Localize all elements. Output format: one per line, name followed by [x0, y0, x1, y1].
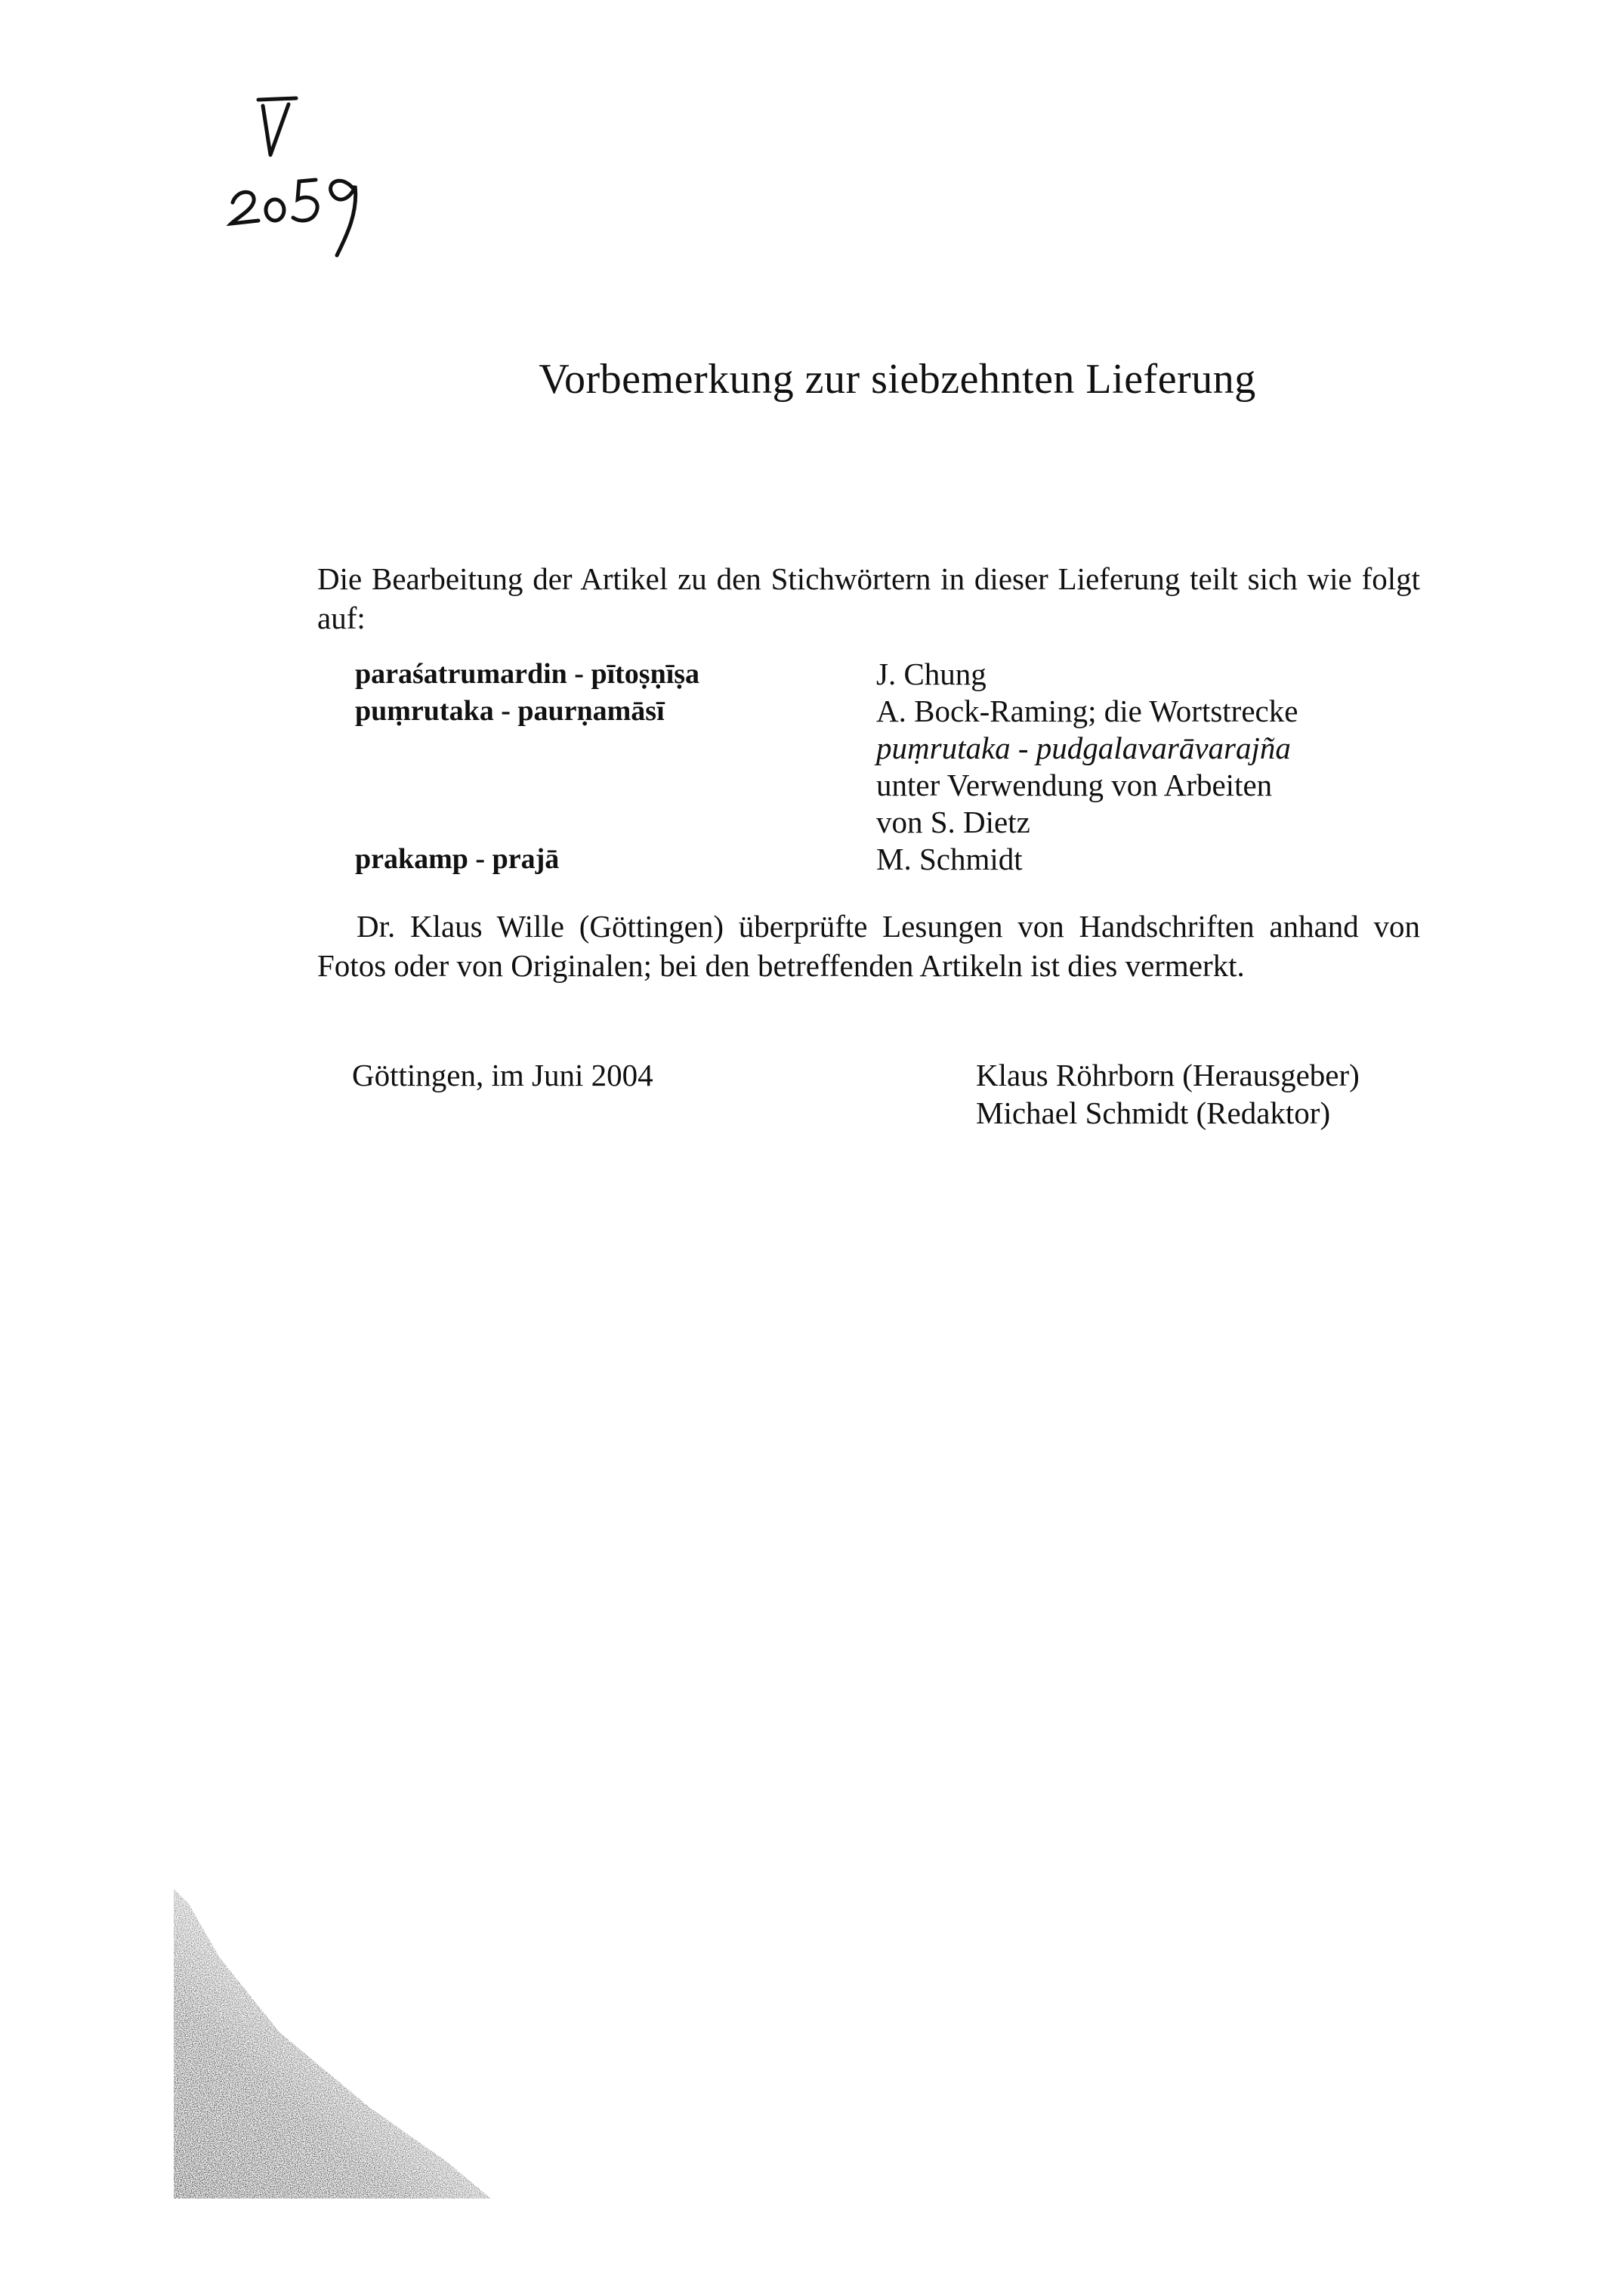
- editor-info: [876, 656, 1428, 693]
- editor-line: A. Bock-Raming; die Wortstrecke: [876, 694, 1298, 728]
- signer-redactor: Michael Schmidt (Redaktor): [976, 1095, 1331, 1130]
- scan-smudge: [174, 1843, 529, 2206]
- assignment-row: [355, 656, 1428, 693]
- assignment-row: [355, 841, 1428, 878]
- page-title: Vorbemerkung zur siebzehnten Lieferung: [539, 356, 1256, 403]
- editor-line: von S. Dietz: [876, 805, 1030, 839]
- lemma-range: puṃrutaka - paurṇamāsī: [355, 695, 665, 727]
- assignment-list: [355, 656, 1428, 878]
- editor-info: [876, 841, 1428, 878]
- editor-line: M. Schmidt: [876, 842, 1023, 876]
- editor-line-italic: puṃrutaka - pudgalavarāvarajña: [876, 731, 1291, 765]
- place-date: Göttingen, im Juni 2004: [352, 1058, 653, 1092]
- signers: [976, 1056, 1360, 1132]
- assignment-row: [355, 693, 1428, 841]
- intro-paragraph: Die Bearbeitung der Artikel zu den Stichwörtern in dieser Lieferung teilt sich wie folgt auf:: [317, 561, 1420, 635]
- verification-note: Dr. Klaus Wille (Göttingen) überprüfte Lesungen von Handschriften anhand von Fotos oder von Originalen; bei den betreffenden Artikeln ist dies vermerkt.: [317, 909, 1420, 983]
- editor-line: unter Verwendung von Arbeiten: [876, 768, 1273, 802]
- lemma-range: prakamp - prajā: [355, 843, 560, 875]
- signer-editor: Klaus Röhrborn (Herausgeber): [976, 1058, 1360, 1092]
- lemma-range: paraśatrumardin - pītoṣṇīṣa: [355, 658, 700, 690]
- handwritten-shelfmark: [227, 83, 423, 264]
- editor-line: J. Chung: [876, 657, 986, 691]
- editor-info: [876, 693, 1428, 841]
